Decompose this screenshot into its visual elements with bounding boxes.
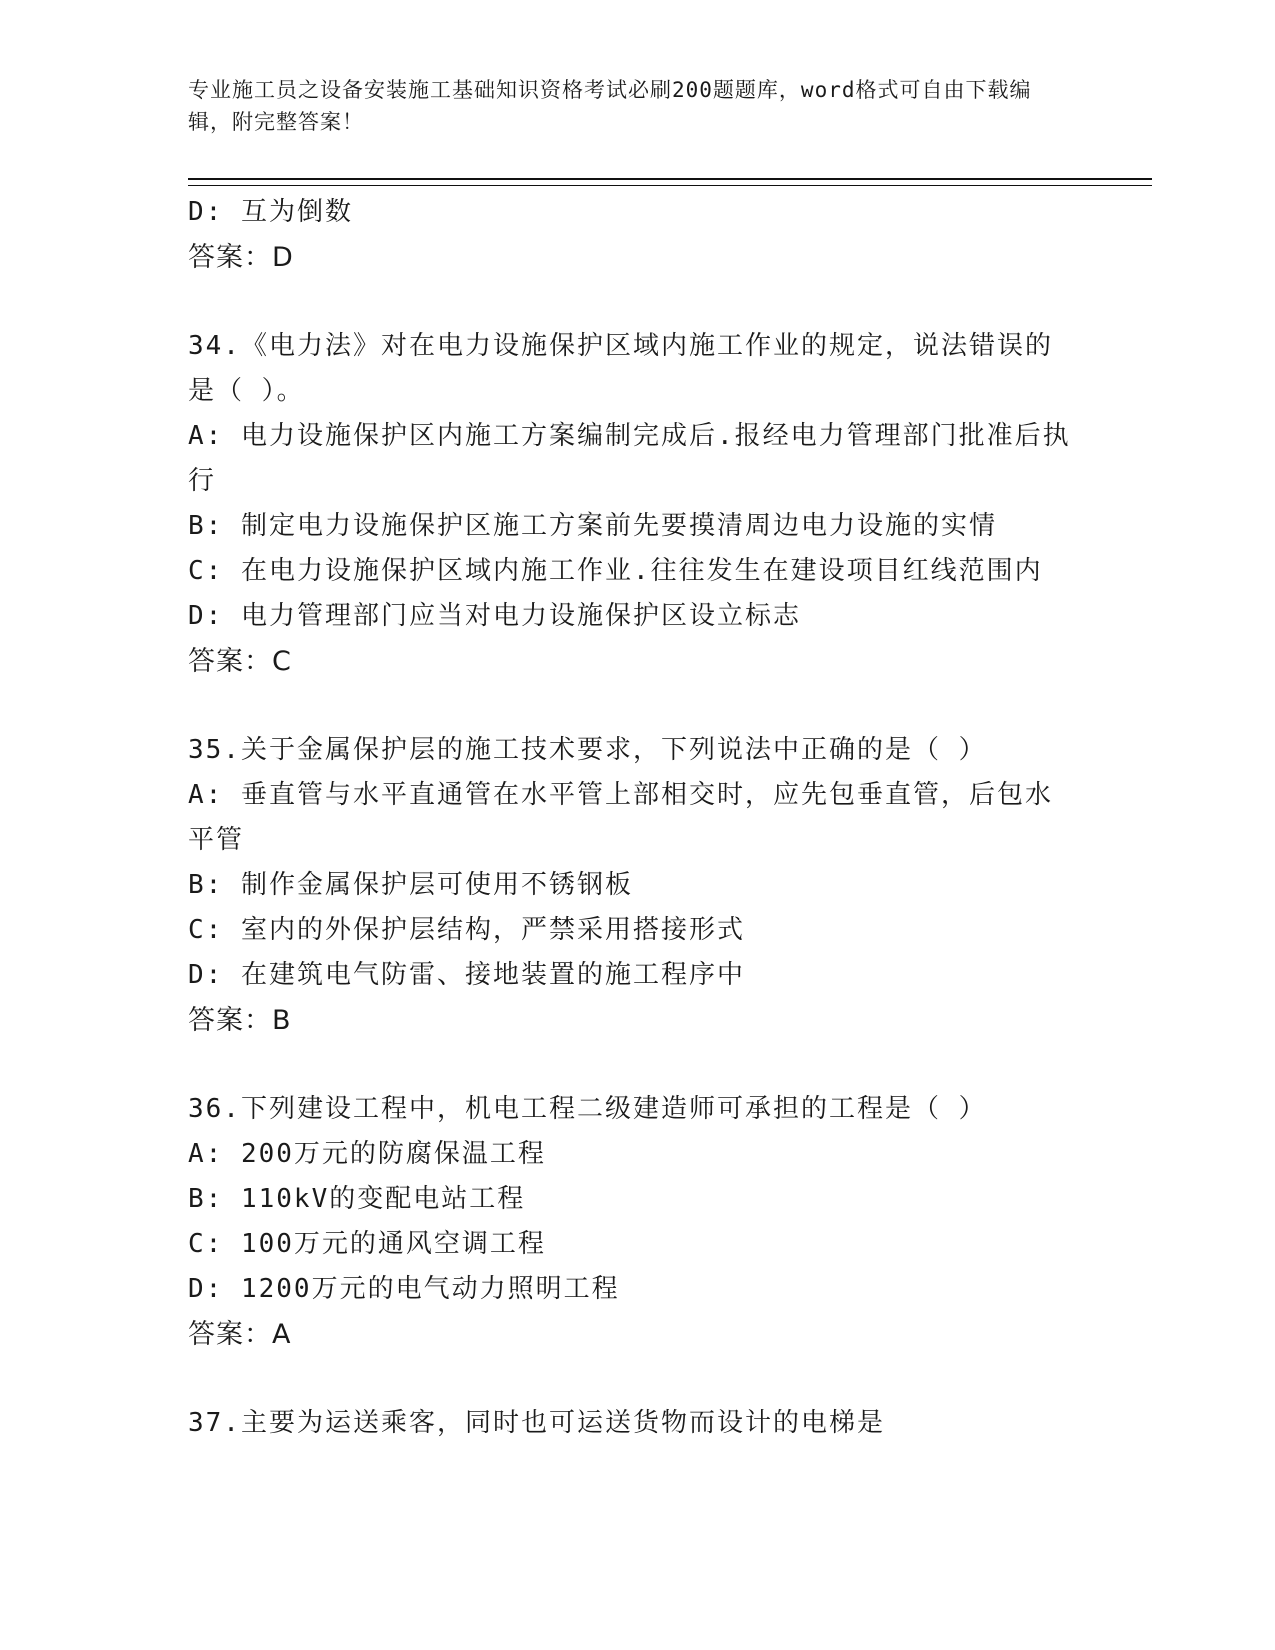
answer: 答案：A	[188, 1319, 292, 1350]
question-35	[188, 728, 1078, 1043]
option-b: B: 制作金属保护层可使用不锈钢板	[188, 870, 633, 900]
document-header	[188, 74, 1068, 138]
document-body	[188, 190, 1078, 1446]
option-a: A: 电力设施保护区内施工方案编制完成后.报经电力管理部门批准后执行	[188, 421, 1071, 496]
answer: 答案：B	[188, 1005, 292, 1036]
question-33-tail	[188, 190, 1078, 280]
option-a: A: 200万元的防腐保温工程	[188, 1139, 546, 1169]
option-d: D: 在建筑电气防雷、接地装置的施工程序中	[188, 960, 745, 990]
answer: 答案：C	[188, 646, 292, 677]
question-34	[188, 324, 1078, 684]
question-stem: 35.关于金属保护层的施工技术要求，下列说法中正确的是（ ）	[188, 735, 987, 765]
question-36	[188, 1087, 1078, 1357]
option-c: C: 室内的外保护层结构，严禁采用搭接形式	[188, 915, 745, 945]
option-b: B: 110kV的变配电站工程	[188, 1184, 526, 1214]
option-d: D: 1200万元的电气动力照明工程	[188, 1274, 620, 1304]
question-stem: 36.下列建设工程中，机电工程二级建造师可承担的工程是（ ）	[188, 1094, 987, 1124]
spacer	[188, 684, 1078, 728]
option-a: A: 垂直管与水平直通管在水平管上部相交时，应先包垂直管，后包水平管	[188, 780, 1053, 855]
header-divider	[188, 178, 1152, 186]
spacer	[188, 280, 1078, 324]
question-stem: 34.《电力法》对在电力设施保护区域内施工作业的规定，说法错误的是（ ）。	[188, 331, 1053, 406]
spacer	[188, 1043, 1078, 1087]
option-d: D: 电力管理部门应当对电力设施保护区设立标志	[188, 601, 801, 631]
document-title: 专业施工员之设备安装施工基础知识资格考试必刷200题题库，word格式可自由下载编辑，附完整答案！	[188, 78, 1032, 134]
option-b: B: 制定电力设施保护区施工方案前先要摸清周边电力设施的实情	[188, 511, 997, 541]
answer: 答案：D	[188, 242, 294, 273]
option-c: C: 在电力设施保护区域内施工作业.往往发生在建设项目红线范围内	[188, 556, 1043, 586]
question-37	[188, 1401, 1078, 1446]
question-stem: 37.主要为运送乘客，同时也可运送货物而设计的电梯是	[188, 1408, 885, 1438]
option-c: C: 100万元的通风空调工程	[188, 1229, 546, 1259]
spacer	[188, 1357, 1078, 1401]
option-d: D: 互为倒数	[188, 197, 353, 227]
